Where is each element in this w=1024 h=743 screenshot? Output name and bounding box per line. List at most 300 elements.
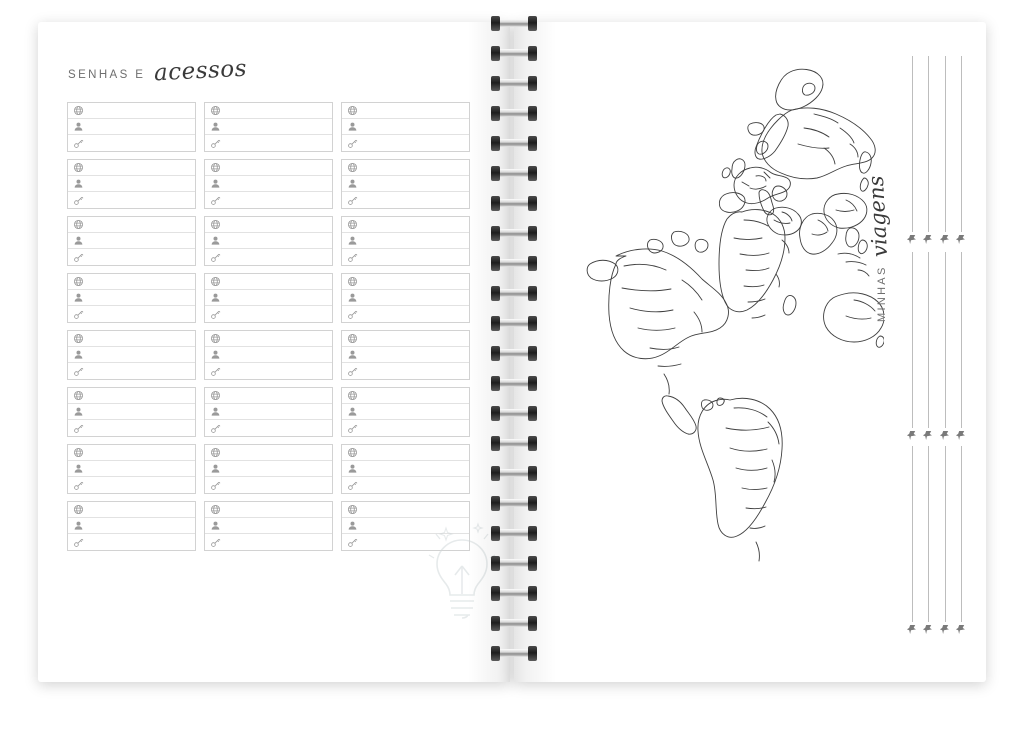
entry-user-field[interactable]	[68, 518, 195, 534]
spiral-ring	[491, 646, 537, 661]
entry-site-field[interactable]	[68, 502, 195, 518]
key-icon	[347, 252, 358, 263]
spiral-ring	[491, 346, 537, 361]
write-line	[364, 509, 463, 510]
spiral-ring	[491, 166, 537, 181]
note-line	[961, 446, 962, 622]
entry-site-field[interactable]	[68, 445, 195, 461]
key-icon	[347, 480, 358, 491]
password-entry-card[interactable]	[67, 273, 196, 323]
entry-password-field[interactable]	[68, 363, 195, 379]
write-line	[227, 395, 326, 396]
pin-note-column[interactable]	[954, 252, 971, 442]
entry-site-field[interactable]	[205, 445, 332, 461]
key-icon	[210, 309, 221, 320]
page-title	[68, 55, 248, 87]
entry-password-field[interactable]	[205, 192, 332, 208]
write-line	[90, 126, 189, 127]
pin-note-column[interactable]	[921, 56, 938, 246]
write-line	[90, 110, 189, 111]
entry-password-field[interactable]	[205, 249, 332, 265]
write-line	[90, 200, 189, 201]
user-icon	[73, 292, 84, 303]
map-pin-icon	[939, 429, 952, 442]
globe-icon	[210, 105, 221, 116]
write-line	[364, 240, 463, 241]
spiral-ring	[491, 106, 537, 121]
password-entry-card[interactable]	[204, 273, 333, 323]
write-line	[227, 167, 326, 168]
entry-user-field[interactable]	[205, 461, 332, 477]
write-line	[90, 167, 189, 168]
entry-password-field[interactable]	[205, 306, 332, 322]
entry-user-field[interactable]	[68, 176, 195, 192]
spiral-ring	[491, 436, 537, 451]
entry-user-field[interactable]	[342, 233, 469, 249]
password-entry-card[interactable]	[67, 159, 196, 209]
user-icon	[73, 235, 84, 246]
ring-cap-left	[491, 346, 500, 361]
spiral-ring	[491, 316, 537, 331]
ring-cap-left	[491, 316, 500, 331]
spiral-ring	[491, 256, 537, 271]
write-line	[364, 485, 463, 486]
pin-note-column[interactable]	[921, 446, 938, 636]
spiral-ring	[491, 46, 537, 61]
entry-user-field[interactable]	[342, 347, 469, 363]
ring-cap-right	[528, 586, 537, 601]
left-page	[38, 22, 510, 682]
entry-user-field[interactable]	[205, 176, 332, 192]
ring-cap-left	[491, 106, 500, 121]
write-line	[364, 126, 463, 127]
page-title-script: acessos	[153, 55, 248, 87]
password-entry-card[interactable]	[204, 387, 333, 437]
password-entry-card[interactable]	[341, 216, 470, 266]
note-line	[961, 252, 962, 428]
entry-password-field[interactable]	[68, 135, 195, 151]
entry-site-field[interactable]	[205, 103, 332, 119]
globe-icon	[73, 447, 84, 458]
ring-cap-right	[528, 526, 537, 541]
spiral-ring	[491, 76, 537, 91]
globe-icon	[210, 504, 221, 515]
globe-icon	[347, 504, 358, 515]
write-line	[90, 395, 189, 396]
entry-site-field[interactable]	[68, 160, 195, 176]
ring-cap-left	[491, 616, 500, 631]
write-line	[90, 338, 189, 339]
entry-user-field[interactable]	[205, 290, 332, 306]
spiral-ring	[491, 286, 537, 301]
write-line	[364, 452, 463, 453]
key-icon	[73, 252, 84, 263]
user-icon	[210, 463, 221, 474]
map-pin-icon	[922, 429, 935, 442]
key-icon	[347, 366, 358, 377]
ring-cap-right	[528, 46, 537, 61]
entry-site-field[interactable]	[205, 274, 332, 290]
entry-site-field[interactable]	[68, 274, 195, 290]
globe-icon	[73, 504, 84, 515]
entry-user-field[interactable]	[68, 461, 195, 477]
spiral-ring	[491, 466, 537, 481]
note-line	[928, 56, 929, 232]
password-entry-card[interactable]	[341, 330, 470, 380]
ring-cap-left	[491, 496, 500, 511]
write-line	[227, 200, 326, 201]
entry-site-field[interactable]	[205, 160, 332, 176]
user-icon	[210, 406, 221, 417]
entry-site-field[interactable]	[342, 103, 469, 119]
password-entry-card[interactable]	[341, 387, 470, 437]
user-icon	[73, 178, 84, 189]
user-icon	[210, 292, 221, 303]
spiral-ring	[491, 376, 537, 391]
entry-user-field[interactable]	[68, 404, 195, 420]
password-entry-card[interactable]	[204, 330, 333, 380]
map-pin-icon	[922, 233, 935, 246]
ring-cap-left	[491, 556, 500, 571]
write-line	[90, 224, 189, 225]
entry-site-field[interactable]	[342, 274, 469, 290]
entry-password-field[interactable]	[342, 249, 469, 265]
write-line	[90, 240, 189, 241]
key-icon	[347, 138, 358, 149]
entry-site-field[interactable]	[342, 445, 469, 461]
entry-site-field[interactable]	[205, 217, 332, 233]
ring-cap-right	[528, 436, 537, 451]
globe-icon	[347, 105, 358, 116]
note-line	[912, 56, 913, 232]
write-line	[90, 452, 189, 453]
globe-icon	[210, 276, 221, 287]
password-entry-card[interactable]	[67, 216, 196, 266]
write-line	[90, 354, 189, 355]
write-line	[90, 297, 189, 298]
user-icon	[210, 235, 221, 246]
ring-cap-right	[528, 646, 537, 661]
entry-user-field[interactable]	[205, 518, 332, 534]
entry-password-field[interactable]	[205, 534, 332, 550]
globe-icon	[347, 276, 358, 287]
ring-cap-right	[528, 316, 537, 331]
pin-note-column[interactable]	[954, 56, 971, 246]
entry-site-field[interactable]	[205, 331, 332, 347]
entry-site-field[interactable]	[342, 217, 469, 233]
globe-icon	[210, 333, 221, 344]
entry-user-field[interactable]	[342, 119, 469, 135]
write-line	[364, 371, 463, 372]
map-pin-icon	[955, 623, 968, 636]
spiral-ring	[491, 586, 537, 601]
entry-user-field[interactable]	[205, 119, 332, 135]
trips-title-kicker: MINHAS	[876, 265, 888, 322]
write-line	[90, 314, 189, 315]
map-pin-icon	[939, 623, 952, 636]
ring-cap-left	[491, 376, 500, 391]
world-map-outline	[554, 44, 884, 664]
key-icon	[73, 309, 84, 320]
entry-site-field[interactable]	[68, 388, 195, 404]
entry-password-field[interactable]	[342, 192, 469, 208]
ring-cap-right	[528, 406, 537, 421]
write-line	[227, 485, 326, 486]
write-line	[364, 281, 463, 282]
ring-cap-left	[491, 46, 500, 61]
user-icon	[210, 178, 221, 189]
write-line	[227, 126, 326, 127]
password-entry-card[interactable]	[204, 216, 333, 266]
entry-user-field[interactable]	[205, 233, 332, 249]
trips-title-script: viagens	[863, 175, 893, 258]
password-entry-card[interactable]	[67, 387, 196, 437]
entry-password-field[interactable]	[205, 363, 332, 379]
user-icon	[73, 406, 84, 417]
write-line	[227, 281, 326, 282]
password-entry-card[interactable]	[67, 102, 196, 152]
globe-icon	[73, 105, 84, 116]
user-icon	[347, 406, 358, 417]
entry-user-field[interactable]	[342, 290, 469, 306]
spiral-ring	[491, 496, 537, 511]
ring-cap-right	[528, 166, 537, 181]
user-icon	[347, 235, 358, 246]
ring-cap-right	[528, 376, 537, 391]
entry-site-field[interactable]	[342, 160, 469, 176]
entry-password-field[interactable]	[205, 135, 332, 151]
entry-password-field[interactable]	[68, 306, 195, 322]
password-card-grid	[67, 102, 471, 551]
write-line	[90, 371, 189, 372]
write-line	[364, 395, 463, 396]
map-pin-icon	[939, 233, 952, 246]
write-line	[90, 485, 189, 486]
user-icon	[347, 292, 358, 303]
entry-site-field[interactable]	[205, 502, 332, 518]
write-line	[227, 143, 326, 144]
entry-site-field[interactable]	[68, 217, 195, 233]
write-line	[364, 200, 463, 201]
globe-icon	[210, 390, 221, 401]
write-line	[364, 468, 463, 469]
pin-note-column[interactable]	[937, 446, 954, 636]
note-line	[928, 252, 929, 428]
page-title-kicker: SENHAS E	[68, 69, 146, 81]
write-line	[364, 110, 463, 111]
map-pin-icon	[955, 233, 968, 246]
password-entry-card[interactable]	[341, 102, 470, 152]
entry-password-field[interactable]	[342, 363, 469, 379]
password-entry-card[interactable]	[204, 501, 333, 551]
entry-user-field[interactable]	[68, 119, 195, 135]
entry-site-field[interactable]	[342, 331, 469, 347]
write-line	[227, 224, 326, 225]
password-entry-card[interactable]	[204, 102, 333, 152]
globe-icon	[210, 447, 221, 458]
user-icon	[347, 121, 358, 132]
note-line	[961, 56, 962, 232]
ring-cap-right	[528, 496, 537, 511]
entry-site-field[interactable]	[68, 103, 195, 119]
map-pin-icon	[922, 623, 935, 636]
entry-site-field[interactable]	[205, 388, 332, 404]
write-line	[227, 257, 326, 258]
entry-user-field[interactable]	[342, 404, 469, 420]
entry-password-field[interactable]	[68, 534, 195, 550]
spiral-coil	[485, 12, 545, 712]
entry-password-field[interactable]	[342, 420, 469, 436]
write-line	[227, 411, 326, 412]
entry-password-field[interactable]	[205, 477, 332, 493]
entry-user-field[interactable]	[342, 176, 469, 192]
entry-user-field[interactable]	[342, 461, 469, 477]
ring-cap-right	[528, 466, 537, 481]
pin-note-column[interactable]	[937, 56, 954, 246]
key-icon	[210, 480, 221, 491]
pin-block-bottom	[904, 446, 970, 636]
entry-user-field[interactable]	[205, 347, 332, 363]
user-icon	[347, 520, 358, 531]
user-icon	[210, 121, 221, 132]
user-icon	[210, 520, 221, 531]
write-line	[227, 314, 326, 315]
entry-user-field[interactable]	[205, 404, 332, 420]
entry-password-field[interactable]	[68, 192, 195, 208]
trips-title	[863, 175, 893, 322]
ring-cap-right	[528, 346, 537, 361]
pin-note-column[interactable]	[937, 252, 954, 442]
user-icon	[347, 349, 358, 360]
pin-note-column[interactable]	[954, 446, 971, 636]
globe-icon	[73, 390, 84, 401]
password-entry-card[interactable]	[341, 273, 470, 323]
write-line	[90, 468, 189, 469]
globe-icon	[73, 162, 84, 173]
entry-user-field[interactable]	[68, 290, 195, 306]
pin-note-columns	[904, 56, 970, 666]
note-line	[912, 446, 913, 622]
write-line	[364, 297, 463, 298]
ring-cap-left	[491, 526, 500, 541]
user-icon	[210, 349, 221, 360]
entry-password-field[interactable]	[342, 477, 469, 493]
write-line	[364, 354, 463, 355]
globe-icon	[210, 162, 221, 173]
entry-site-field[interactable]	[342, 388, 469, 404]
entry-user-field[interactable]	[68, 233, 195, 249]
globe-icon	[347, 219, 358, 230]
password-entry-card[interactable]	[67, 501, 196, 551]
write-line	[90, 509, 189, 510]
write-line	[90, 183, 189, 184]
ring-cap-left	[491, 256, 500, 271]
entry-password-field[interactable]	[68, 420, 195, 436]
pin-note-column[interactable]	[904, 56, 921, 246]
write-line	[364, 314, 463, 315]
ring-cap-right	[528, 136, 537, 151]
note-line	[945, 252, 946, 428]
ring-cap-left	[491, 286, 500, 301]
spiral-ring	[491, 136, 537, 151]
key-icon	[73, 195, 84, 206]
write-line	[90, 428, 189, 429]
entry-password-field[interactable]	[68, 249, 195, 265]
ring-cap-left	[491, 646, 500, 661]
ring-cap-left	[491, 166, 500, 181]
password-entry-card[interactable]	[67, 330, 196, 380]
key-icon	[210, 138, 221, 149]
globe-icon	[73, 333, 84, 344]
write-line	[90, 542, 189, 543]
ring-cap-right	[528, 286, 537, 301]
password-entry-card[interactable]	[341, 444, 470, 494]
note-line	[912, 252, 913, 428]
spiral-ring	[491, 556, 537, 571]
entry-password-field[interactable]	[68, 477, 195, 493]
spiral-ring	[491, 226, 537, 241]
password-entry-card[interactable]	[204, 444, 333, 494]
password-entry-card[interactable]	[341, 159, 470, 209]
key-icon	[73, 138, 84, 149]
entry-password-field[interactable]	[342, 135, 469, 151]
entry-password-field[interactable]	[205, 420, 332, 436]
password-entry-card[interactable]	[204, 159, 333, 209]
write-line	[227, 468, 326, 469]
spiral-ring	[491, 526, 537, 541]
write-line	[227, 542, 326, 543]
entry-password-field[interactable]	[342, 306, 469, 322]
write-line	[227, 338, 326, 339]
key-icon	[210, 423, 221, 434]
key-icon	[73, 423, 84, 434]
ring-cap-left	[491, 136, 500, 151]
pin-block-top	[904, 56, 970, 246]
right-page	[514, 22, 986, 682]
ring-cap-left	[491, 466, 500, 481]
write-line	[90, 143, 189, 144]
entry-site-field[interactable]	[342, 502, 469, 518]
map-pin-icon	[906, 623, 919, 636]
entry-site-field[interactable]	[68, 331, 195, 347]
write-line	[227, 183, 326, 184]
spiral-ring	[491, 406, 537, 421]
key-icon	[210, 366, 221, 377]
write-line	[227, 371, 326, 372]
key-icon	[73, 537, 84, 548]
entry-user-field[interactable]	[68, 347, 195, 363]
ring-cap-right	[528, 556, 537, 571]
user-icon	[347, 178, 358, 189]
globe-icon	[347, 333, 358, 344]
pin-note-column[interactable]	[904, 252, 921, 442]
user-icon	[73, 121, 84, 132]
spiral-ring	[491, 16, 537, 31]
write-line	[364, 224, 463, 225]
map-pin-icon	[906, 429, 919, 442]
key-icon	[210, 195, 221, 206]
globe-icon	[210, 219, 221, 230]
write-line	[90, 411, 189, 412]
write-line	[227, 240, 326, 241]
password-entry-card[interactable]	[67, 444, 196, 494]
ring-cap-right	[528, 16, 537, 31]
globe-icon	[73, 219, 84, 230]
write-line	[364, 428, 463, 429]
write-line	[227, 297, 326, 298]
pin-note-column[interactable]	[904, 446, 921, 636]
pin-note-column[interactable]	[921, 252, 938, 442]
